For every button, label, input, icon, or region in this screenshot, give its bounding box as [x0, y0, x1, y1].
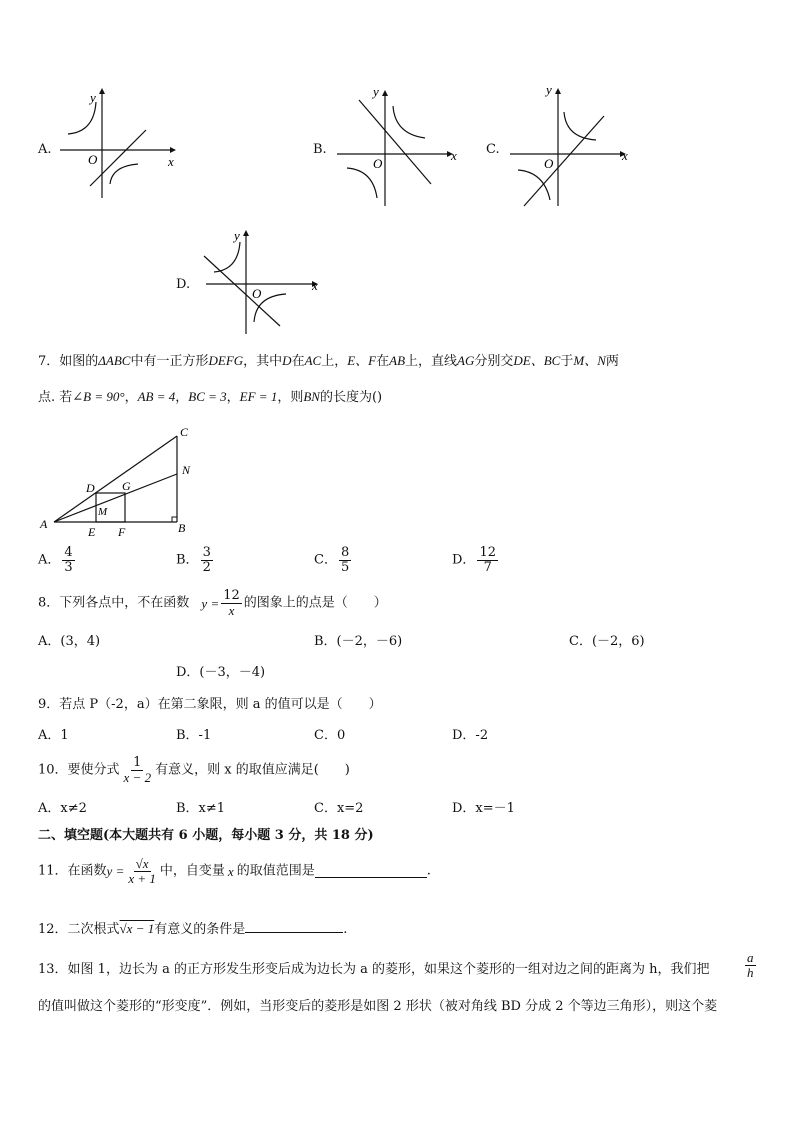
q6-graph-b — [335, 84, 465, 209]
q6-c-y: y — [546, 82, 552, 97]
q7-fig-a: A — [40, 517, 48, 531]
q7-fig-n: N — [182, 463, 191, 477]
q6-option-a-label: A. — [38, 142, 52, 157]
q7-option-a-fraction: $\frac{4}{3}$ — [64, 545, 73, 575]
q7-fig-c: C — [180, 425, 189, 439]
q6-option-c-label: C. — [486, 142, 500, 157]
q9-stem: 9．若点 P（-2，a）在第二象限，则 a 的值可以是（ ） — [38, 697, 382, 712]
q7-fig-e: E — [88, 525, 96, 539]
q6-a-x: x — [168, 154, 174, 169]
q11-answer-blank[interactable] — [315, 865, 427, 878]
q6-d-x: x — [312, 278, 318, 293]
q9-option-c[interactable]: C．0 — [314, 728, 346, 743]
q8-fraction: $\frac{12}{x}$ — [223, 588, 240, 618]
q7-option-b-fraction: $\frac{3}{2}$ — [202, 545, 211, 575]
q6-d-y: y — [234, 228, 240, 243]
q7-fig-m: M — [98, 506, 108, 518]
q13-fraction: $\frac{a}{h}$ — [747, 950, 754, 980]
q6-c-x: x — [622, 148, 628, 163]
q6-a-o: O — [88, 152, 98, 167]
q6-options — [0, 0, 793, 340]
q7-figure — [36, 424, 206, 542]
q6-a-y: y — [90, 90, 96, 105]
q10-option-a[interactable]: A．x≠2 — [38, 801, 87, 816]
q6-graph-a — [60, 86, 180, 201]
q10-option-d[interactable]: D．x=－1 — [452, 801, 515, 816]
q8-option-a[interactable]: A．(3，4) — [38, 634, 101, 649]
q7-option-a[interactable]: A． $\frac{4}{3}$ — [38, 545, 73, 575]
q12-answer-blank[interactable] — [245, 920, 343, 933]
q13-line2: 的值叫做这个菱形的“形变度”．例如，当形变后的菱形是如图 2 形状（被对角线 BD 分成 2 个等边三角形），则这个菱 — [38, 999, 718, 1014]
q8-option-d[interactable]: D．(－3，－4) — [176, 665, 266, 680]
section2-title: 二、填空题(本大题共有 6 小题，每小题 3 分，共 18 分) — [38, 828, 374, 843]
q9-option-b[interactable]: B．-1 — [176, 728, 212, 743]
q7-line1: 7．如图的ΔABC中有一正方形DEFG，其中D在AC上，E、F在AB上，直线AG分别交DE、BC于M、N两 — [38, 353, 619, 369]
q6-b-x: x — [451, 148, 457, 163]
q7-fig-b: B — [178, 521, 186, 535]
q11-fraction: $\frac{√x}{x + 1}$ — [128, 856, 156, 886]
q7-fig-f: F — [118, 525, 126, 539]
q6-b-y: y — [373, 84, 379, 99]
q6-option-d-label: D. — [176, 277, 191, 292]
q6-option-b-label: B. — [313, 142, 327, 157]
q7-option-d[interactable]: D． $\frac{12}{7}$ — [452, 545, 496, 575]
q7-fig-g: G — [122, 479, 131, 493]
q12-stem: 12．二次根式√x − 1有意义的条件是 . — [38, 921, 348, 937]
q6-graph-c — [508, 82, 638, 210]
q10-option-b[interactable]: B．x≠1 — [176, 801, 226, 816]
q7-option-d-fraction: $\frac{12}{7}$ — [479, 545, 496, 575]
q9-option-d[interactable]: D．-2 — [452, 728, 489, 743]
q7-option-c-fraction: $\frac{8}{5}$ — [340, 545, 350, 575]
q8-option-c[interactable]: C．(－2，6) — [569, 634, 645, 649]
q9-option-a[interactable]: A．1 — [38, 728, 69, 743]
q10-stem: 10．要使分式 $\frac{1}{x - 2}$ 有意义，则 x 的取值应满足( ) — [38, 755, 350, 785]
q7-option-c[interactable]: C． $\frac{8}{5}$ — [314, 545, 350, 575]
q10-fraction: $\frac{1}{x - 2}$ — [123, 755, 152, 785]
q13-line1: 13．如图 1，边长为 a 的正方形发生形变后成为边长为 a 的菱形，如果这个菱形的一组对边之间的距离为 h，我们把 — [38, 962, 710, 977]
q11-stem: 11．在函数y = $\frac{√x}{x + 1}$ 中，自变量 x 的取值范围是 . — [38, 856, 431, 886]
q10-option-c[interactable]: C．x=2 — [314, 801, 364, 816]
q8-option-b[interactable]: B．(－2，－6) — [314, 634, 403, 649]
q7-fig-d: D — [86, 481, 95, 495]
q6-b-o: O — [373, 156, 383, 171]
q7-option-b[interactable]: B． $\frac{3}{2}$ — [176, 545, 211, 575]
q6-c-o: O — [544, 156, 554, 171]
q8-stem: 8．下列各点中，不在函数 y = $\frac{12}{x}$ 的图象上的点是（ ） — [38, 588, 387, 618]
q6-d-o: O — [252, 286, 262, 301]
q12-radical: √x − 1 — [119, 921, 155, 936]
q7-line2: 点. 若∠B = 90°，AB = 4，BC = 3，EF = 1，则BN的长度为() — [38, 389, 383, 405]
q6-graph-d — [200, 226, 330, 338]
